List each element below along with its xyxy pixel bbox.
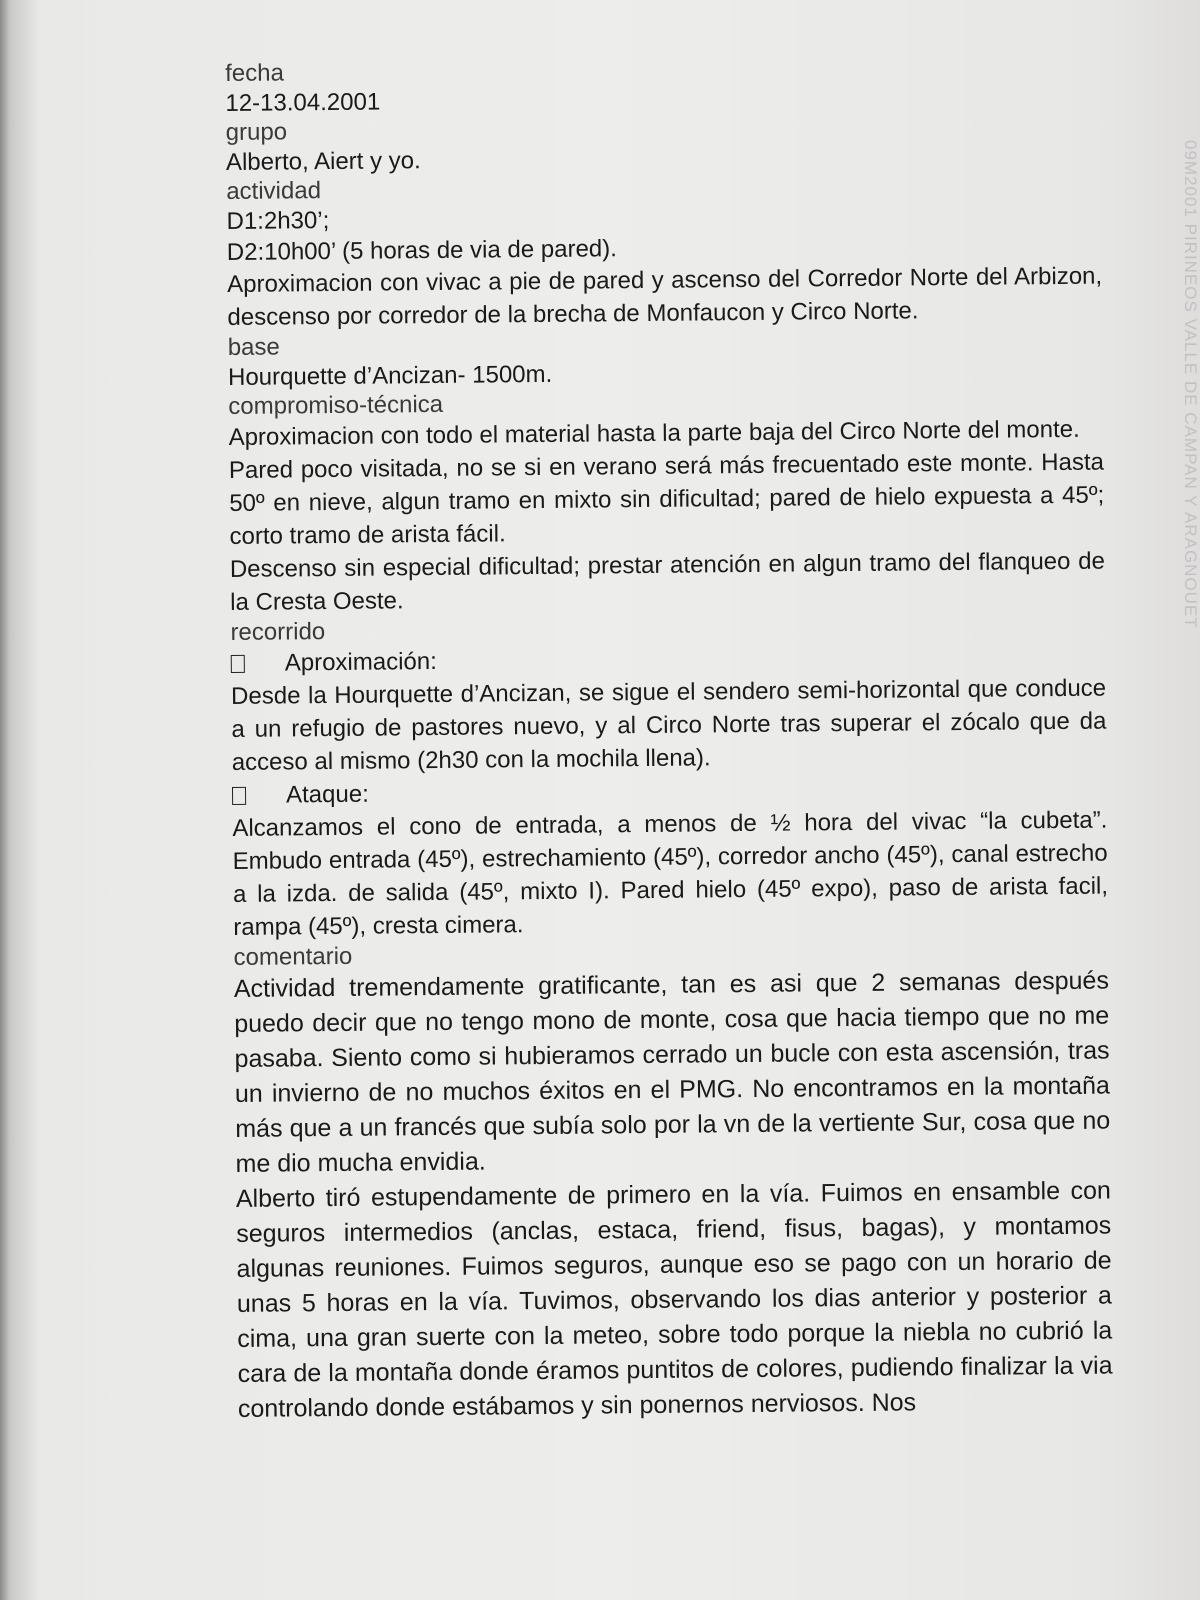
label-base: base bbox=[227, 333, 280, 361]
label-fecha: fecha bbox=[225, 59, 284, 87]
label-actividad: actividad bbox=[226, 177, 322, 205]
actividad-line-2: D2:10h00’ (5 horas de via de pared). bbox=[226, 235, 617, 266]
value-fecha: 12-13.04.2001 bbox=[225, 88, 381, 117]
report-body bbox=[225, 52, 1113, 1427]
label-comentario: comentario bbox=[233, 942, 353, 971]
comentario-paragraph-1: Actividad tremendamente gratificante, tan es asi que 2 semanas después puedo decir que no tengo mono de monte, cosa que hacia tiempo que no me pasaba. Siento como si hubieramos cerrado un bucle con esta ascensión, tras un invierno de no muchos éxitos en el PMG. No encontramos en la montaña más que a un francés que subía solo por la vn de la vertiente Sur, cosa que no me dio mucha envidia. bbox=[233, 966, 1111, 1178]
label-recorrido: recorrido bbox=[230, 618, 326, 646]
actividad-line-1: D1:2h30’; bbox=[226, 207, 330, 235]
compromiso-paragraph-2: Pared poco visitada, no se si en verano será más frecuentado este monte. Hasta 50º en nieve, algun tramo en mixto sin dificultad; pared de hielo expuesta a 45º; corto tramo de arista fácil. bbox=[228, 448, 1105, 550]
recorrido-item-title: Aproximación: bbox=[284, 647, 437, 677]
value-base: Hourquette d’Ancizan- 1500m. bbox=[227, 360, 553, 391]
recorrido-item-title: Ataque: bbox=[285, 780, 369, 809]
label-grupo: grupo bbox=[225, 118, 288, 146]
recorrido-item-text: Alcanzamos el cono de entrada, a menos de ½ hora del vivac “la cubeta”. Embudo entrada (45º), estrechamiento (45º), corredor ancho (45º), canal estrecho a la izda. de salida (45º, mixto I). Pared hielo (45º expo), paso de arista facil, rampa (45º), cresta cimera. bbox=[232, 806, 1109, 941]
label-compromiso: compromiso-técnica bbox=[228, 390, 444, 420]
checkbox-square-icon bbox=[231, 655, 245, 673]
running-side-title: 09M2001 PIRINEOS VALLE DE CAMPAN Y ARAGNOUET bbox=[1181, 140, 1200, 629]
comentario-paragraph-2: Alberto tiró estupendamente de primero en la vía. Fuimos en ensamble con seguros intermedios (anclas, estaca, friend, fisus, bagas), y montamos algunas reuniones. Fuimos seguros, aunque eso se pago con un horario de unas 5 horas en la vía. Tuvimos, observando los dias anterior y posterior a cima, una gran suerte con la meteo, sobre todo porque la niebla no cubrió la cara de la montaña donde éramos puntitos de colores, pudiendo finalizar la via controlando donde estábamos y sin ponernos nerviosos. Nos bbox=[235, 1176, 1113, 1423]
compromiso-paragraph-3: Descenso sin especial dificultad; prestar atención en algun tramo del flanqueo de la Cresta Oeste. bbox=[229, 547, 1105, 616]
checkbox-square-icon bbox=[232, 787, 246, 805]
value-grupo: Alberto, Aiert y yo. bbox=[225, 147, 421, 176]
recorrido-item-text: Desde la Hourquette d’Ancizan, se sigue el sendero semi-horizontal que conduce a un refugio de pastores nuevo, y al Circo Norte tras superar el zócalo que da acceso al mismo (2h30 con la mochila llena). bbox=[230, 674, 1107, 776]
actividad-description: Aproximacion con vivac a pie de pared y ascenso del Corredor Norte del Arbizon, descenso por corredor de la brecha de Monfaucon y Circo Norte. bbox=[227, 262, 1103, 331]
compromiso-paragraph-1: Aproximacion con todo el material hasta la parte baja del Circo Norte del monte. bbox=[228, 415, 1080, 451]
